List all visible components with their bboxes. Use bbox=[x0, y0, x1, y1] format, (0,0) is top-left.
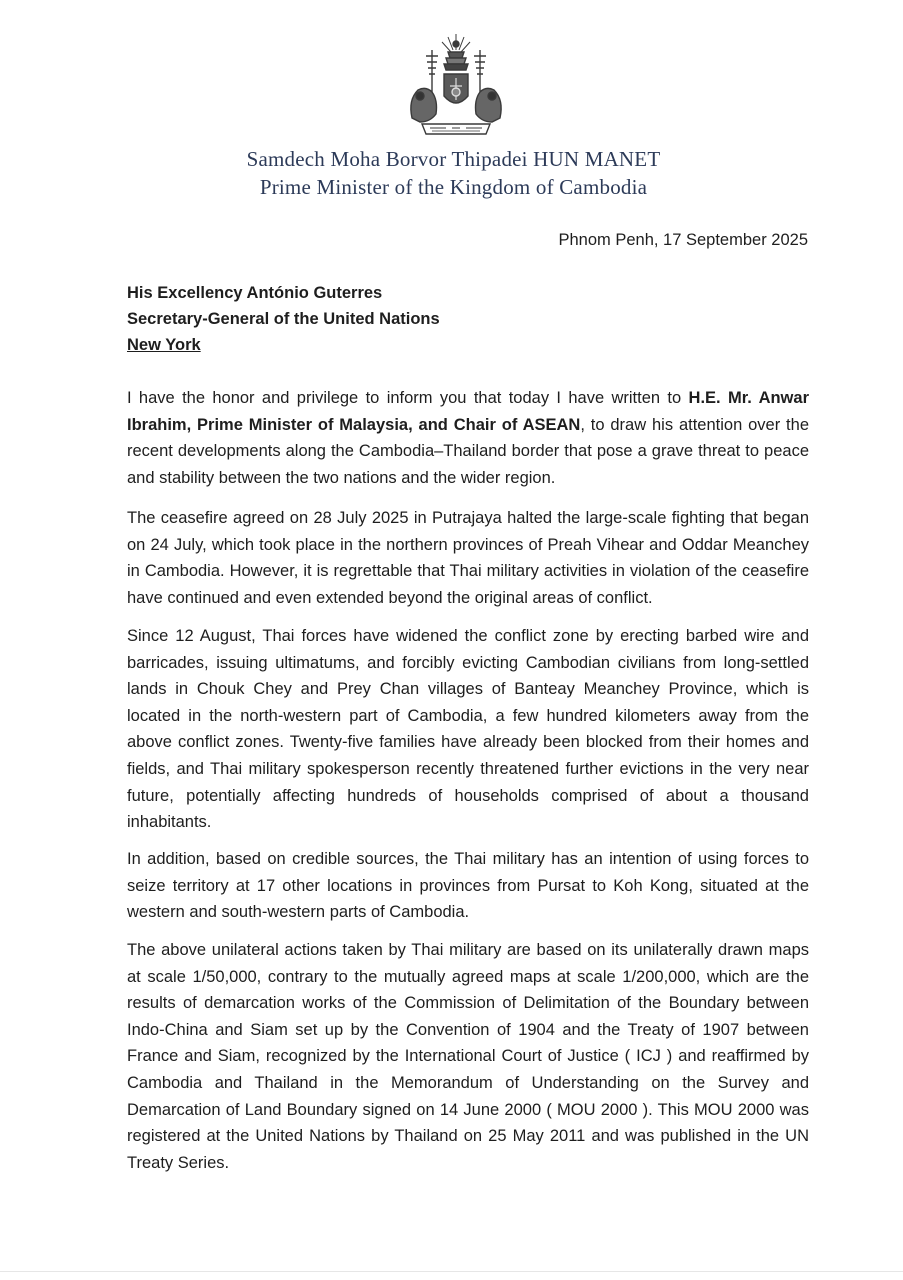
paragraph-2: The ceasefire agreed on 28 July 2025 in Putrajaya halted the large-scale fighting that began on 24 July, which took place in the northern provinces of Preah Vihear and Oddar Meanchey in Cambodia. However, it is regrettable that Thai military activities in violation of the ceasefire have continued and even extended beyond the original areas of conflict. bbox=[127, 509, 809, 607]
addressee-name: His Excellency António Guterres bbox=[127, 284, 383, 302]
addressee-title: Secretary-General of the United Nations bbox=[127, 310, 440, 328]
paragraph-4: In addition, based on credible sources, the Thai military has an intention of using forces to seize territory at 17 other locations in provinces from Pursat to Koh Kong, situated at the western and south-western parts of Cambodia. bbox=[127, 850, 809, 922]
addressee-city: New York bbox=[127, 336, 201, 354]
paragraph-1-intro: I have the honor and privilege to inform you that today I have written to bbox=[127, 389, 689, 407]
letter-date: Phnom Penh, 17 September 2025 bbox=[558, 231, 808, 249]
paragraph-3: Since 12 August, Thai forces have widened the conflict zone by erecting barbed wire and barricades, issuing ultimatums, and forcibly evicting Cambodian civilians from long-settled lands in Chouk Chey and Prey Chan villages of Banteay Meanchey Province, which is located in the north-western part of Cambodia, a few hundred kilometers away from the above conflict zones. Twenty-five families have already been blocked from their homes and fields, and Thai military spokesperson recently threatened further evictions in the very near future, potentially affecting hundreds of households comprised of about a thousand inhabitants. bbox=[127, 627, 809, 832]
royal-arms-of-cambodia-icon bbox=[402, 30, 510, 142]
paragraph-1-bold-recipient: H.E. Mr. Anwar Ibrahim, Prime Minister of Malaysia, and Chair of ASEAN bbox=[127, 389, 809, 434]
paragraph-1-rest: , to draw his attention over the recent developments along the Cambodia–Thailand border that pose a grave threat to peace and stability between the two nations and the wider region. bbox=[127, 415, 809, 487]
page-bottom-edge bbox=[0, 1271, 903, 1272]
sender-title: Prime Minister of the Kingdom of Cambodia bbox=[259, 175, 648, 199]
paragraph-5: The above unilateral actions taken by Thai military are based on its unilaterally drawn maps at scale 1/50,000, contrary to the mutually agreed maps at scale 1/200,000, which are the results of demarcation works of the Commission of Delimitation of the Boundary between Indo-China and Siam set up by the Convention of 1904 and the Treaty of 1907 between France and Siam, recognized by the International Court of Justice ( ICJ ) and reaffirmed by Cambodia and Thailand in the Memorandum of Understanding on the Survey and Demarcation of Land Boundary signed on 14 June 2000 ( MOU 2000 ). This MOU 2000 was registered at the United Nations by Thailand on 25 May 2011 and was published in the UN Treaty Series. bbox=[127, 941, 809, 1172]
paragraph-1 bbox=[127, 385, 809, 491]
sender-name: Samdech Moha Borvor Thipadei HUN MANET bbox=[246, 147, 661, 171]
